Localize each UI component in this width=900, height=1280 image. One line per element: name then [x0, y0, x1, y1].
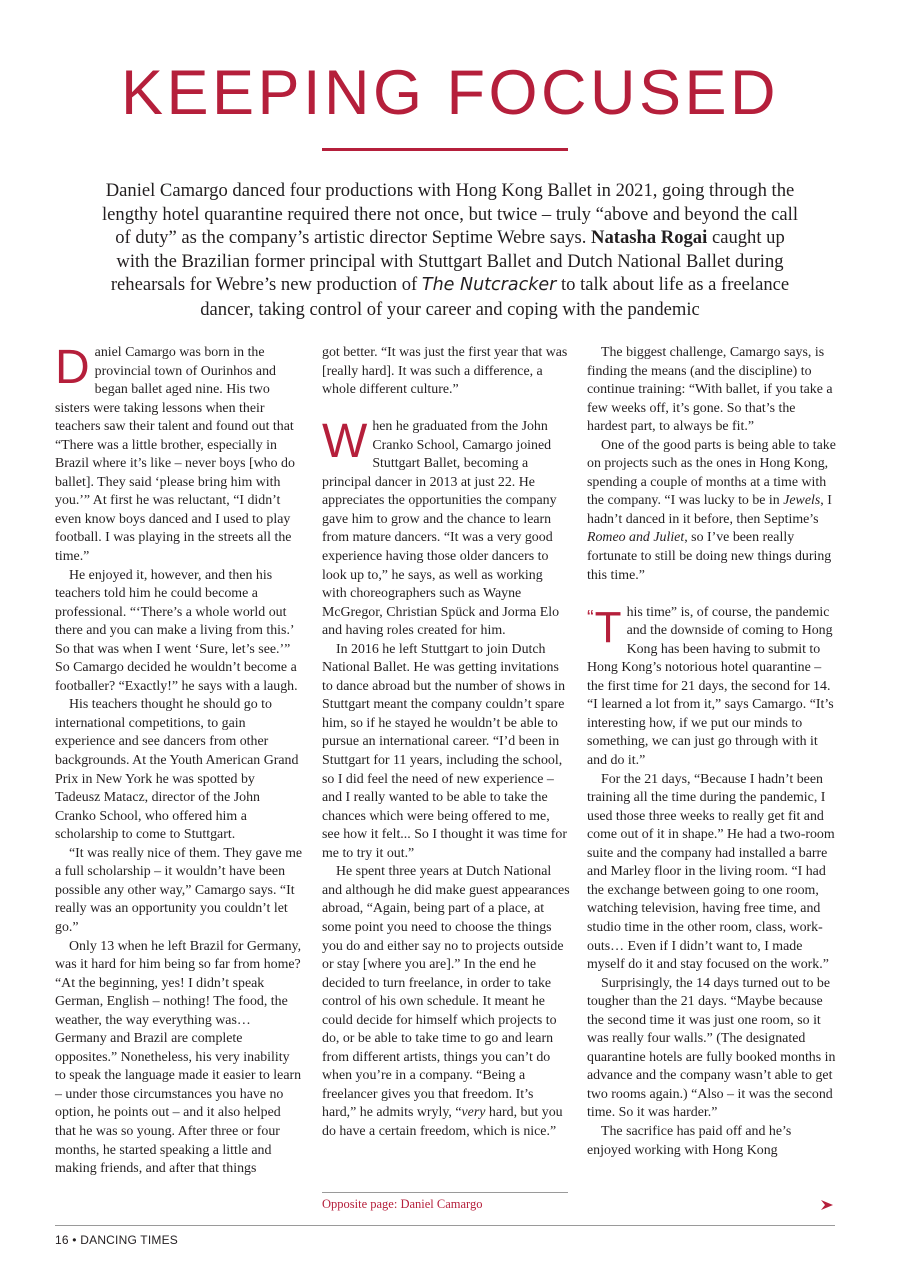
paragraph: His teachers thought he should go to international competitions, to gain experience and see dancers from other backgrounds. At the Youth American Grand Prix in New York he was spotted by Tadeusz Matacz, director of the John Cranko School, who offered him a scholarship to come to Stuttgart. — [55, 697, 299, 843]
paragraph — [55, 341, 303, 567]
magazine-name: DANCING TIMES — [80, 1233, 178, 1247]
drop-cap: W — [322, 415, 368, 469]
work-title: Romeo and Juliet — [587, 530, 685, 546]
paragraph-text: hard, but you do have a certain freedom, which is nice.” — [322, 1105, 563, 1139]
footer-divider — [55, 1225, 835, 1226]
paragraph-text: He spent three years at Dutch National and although he did make guest appearances abroad, “Again, being part of a place, at some point you need to choose the things you do and either say no to projects outside or stay [where you are].” In the end he decided to turn freelance, in order to take control of his own schedule. It meant he could decide for himself which projects to do, or be able to take time to go and learn from different artists, things you can’t do when you’re in a company. “Being a freelancer gives you that freedom. It’s hard,” he admits wryly, “ — [322, 864, 570, 1121]
article-title: KEEPING FOCUSED — [120, 58, 780, 128]
drop-cap — [587, 602, 622, 652]
title-divider — [322, 148, 568, 151]
paragraph-text: hen he graduated from the John Cranko School, Camargo joined Stuttgart Ballet, becoming a principal dancer in 2013 at just 22. He appreciates the opportunities the company gave him to grow and the chance to learn from mature dancers. “It was a very good experience having those older dancers to look up to,” he says, as well as working with choreographers such as Wayne McGregor, Christian Spück and Jorma Elo and having roles created for him. — [322, 419, 560, 639]
standfirst-part-2: caught up with the Brazilian former principal with Stuttgart Ballet and Dutch National Ballet during rehearsals for Webre’s new production of — [110, 227, 785, 296]
arrow-right-icon — [820, 1199, 834, 1211]
paragraph: Surprisingly, the 14 days turned out to be tougher than the 21 days. “Maybe because the second time it was just one room, so it was really four walls.” (The designated quarantine hotels are fully booked months in advance and the company wasn’t able to get two rooms again.) “Also – it was the second time. So it was harder.” — [587, 975, 836, 1121]
paragraph-text: , I hadn’t danced in it before, then Septime’s — [587, 493, 832, 527]
caption-divider — [322, 1192, 568, 1193]
paragraph — [587, 437, 837, 585]
paragraph: In 2016 he left Stuttgart to join Dutch National Ballet. He was getting invitations to dance abroad but the number of shows in Stuttgart meant the company couldn’t spare him, so if he stayed he wouldn’t be able to pursue an international career. “I’d been in Stuttgart for 11 years, including the school, so I did feel the need of new experience – and I really wanted to be able to take the chances which were being offered to me, see how it felt... So I thought it was time for me to try it out.” — [322, 641, 567, 861]
photo-caption: Opposite page: Daniel Camargo — [322, 1197, 483, 1211]
column-3 — [587, 344, 837, 1160]
standfirst — [100, 179, 800, 322]
drop-cap-letter: T — [594, 602, 622, 652]
paragraph — [587, 604, 837, 771]
column-1 — [55, 341, 303, 1179]
paragraph: got better. “It was just the first year that was [really hard]. It was such a difference, a whole different culture.” — [322, 345, 568, 398]
paragraph: For the 21 days, “Because I hadn’t been training all the time during the pandemic, I used those three weeks to really get fit and come out of it in shape.” He had a two-room suite and the company had installed a barre and Marley floor in the living room. “I had the exchange between going to one room, watching television, having free time, and studio time in the other room, class, work-outs… Even if I didn’t want to, I made myself do it and stay focused on the work.” — [587, 771, 835, 973]
drop-cap-quote: “ — [587, 606, 594, 629]
author-name: Natasha Rogai — [591, 227, 708, 249]
paragraph-text: aniel Camargo was born in the provincial town of Ourinhos and began ballet aged nine. His two sisters were taking lessons when their teachers saw their talent and found out that “There was a little brother, especially in Brazil where it’s like – never boys [who do ballet]. They said ‘please bring him with you.’” At first he was reluctant, “I didn’t even know boys danced and I used to play football. I was playing in the streets all the time.” — [55, 345, 295, 565]
standfirst-part-1: Daniel Camargo danced four productions with Hong Kong Ballet in 2021, going through the lengthy hotel quarantine required there not once, but twice – truly “above and beyond the call of duty” as the company’s artistic director Septime Webre says. — [102, 180, 798, 249]
paragraph: He enjoyed it, however, and then his teachers told him he could become a professional. “‘There’s a whole world out there and you can make a living from this.’ So that was when I went ‘Sure, let’s see.’” So Camargo decided he wouldn’t become a footballer? “Exactly!” he says with a laugh. — [55, 567, 298, 694]
paragraph: The sacrifice has paid off and he’s enjoyed working with Hong Kong — [587, 1123, 792, 1158]
emphasis-text: very — [461, 1105, 486, 1121]
paragraph-text: , so I’ve been really fortunate to still be doing new things during this time.” — [587, 530, 832, 583]
work-title: Jewels — [783, 493, 821, 509]
paragraph: The biggest challenge, Camargo says, is finding the means (and the discipline) to continue training: “With ballet, if you take a few weeks off, it’s gone. So that’s the hardest part, to always be fit.” — [587, 345, 833, 435]
page-number: 16 — [55, 1233, 69, 1247]
production-title: The Nutcracker — [421, 275, 557, 296]
standfirst-part-3: to talk about life as a freelance dancer, taking control of your career and coping with the pandemic — [200, 274, 790, 320]
paragraph: Only 13 when he left Brazil for Germany, was it hard for him being so far from home? “At the beginning, yes! I didn’t speak German, English – nothing! The food, the weather, the way everything was… Germany and Brazil are complete opposites.” Nonetheless, his very inability to speak the language made it easier to learn – under those circumstances you have no option, he points out – and it also helped that he was so young. After three or four months, he started speaking a little and making friends, and after that things — [55, 938, 302, 1177]
paragraph — [322, 863, 570, 1141]
paragraph: “It was really nice of them. They gave me a full scholarship – it wouldn’t have been possible any other way,” Camargo says. “It really was an opportunity you couldn’t let go.” — [55, 845, 303, 935]
paragraph-text: One of the good parts is being able to take on projects such as the ones in Hong Kong, spending a couple of months at a time with the company. “I was lucky to be in — [587, 437, 836, 509]
footer-bullet: • — [72, 1233, 77, 1247]
drop-cap: D — [55, 341, 90, 394]
page-footer — [55, 1233, 178, 1247]
paragraph — [322, 415, 570, 641]
paragraph-text: his time” is, of course, the pandemic and the downside of coming to Hong Kong has been having to submit to Hong Kong’s notorious hotel quarantine – the first time for 21 days, the second for 14. “I learned a lot from it,” says Camargo. “It’s interesting how, if we put our minds to something, we can just go through with it and do it.” — [587, 604, 834, 769]
column-2 — [322, 344, 570, 1142]
